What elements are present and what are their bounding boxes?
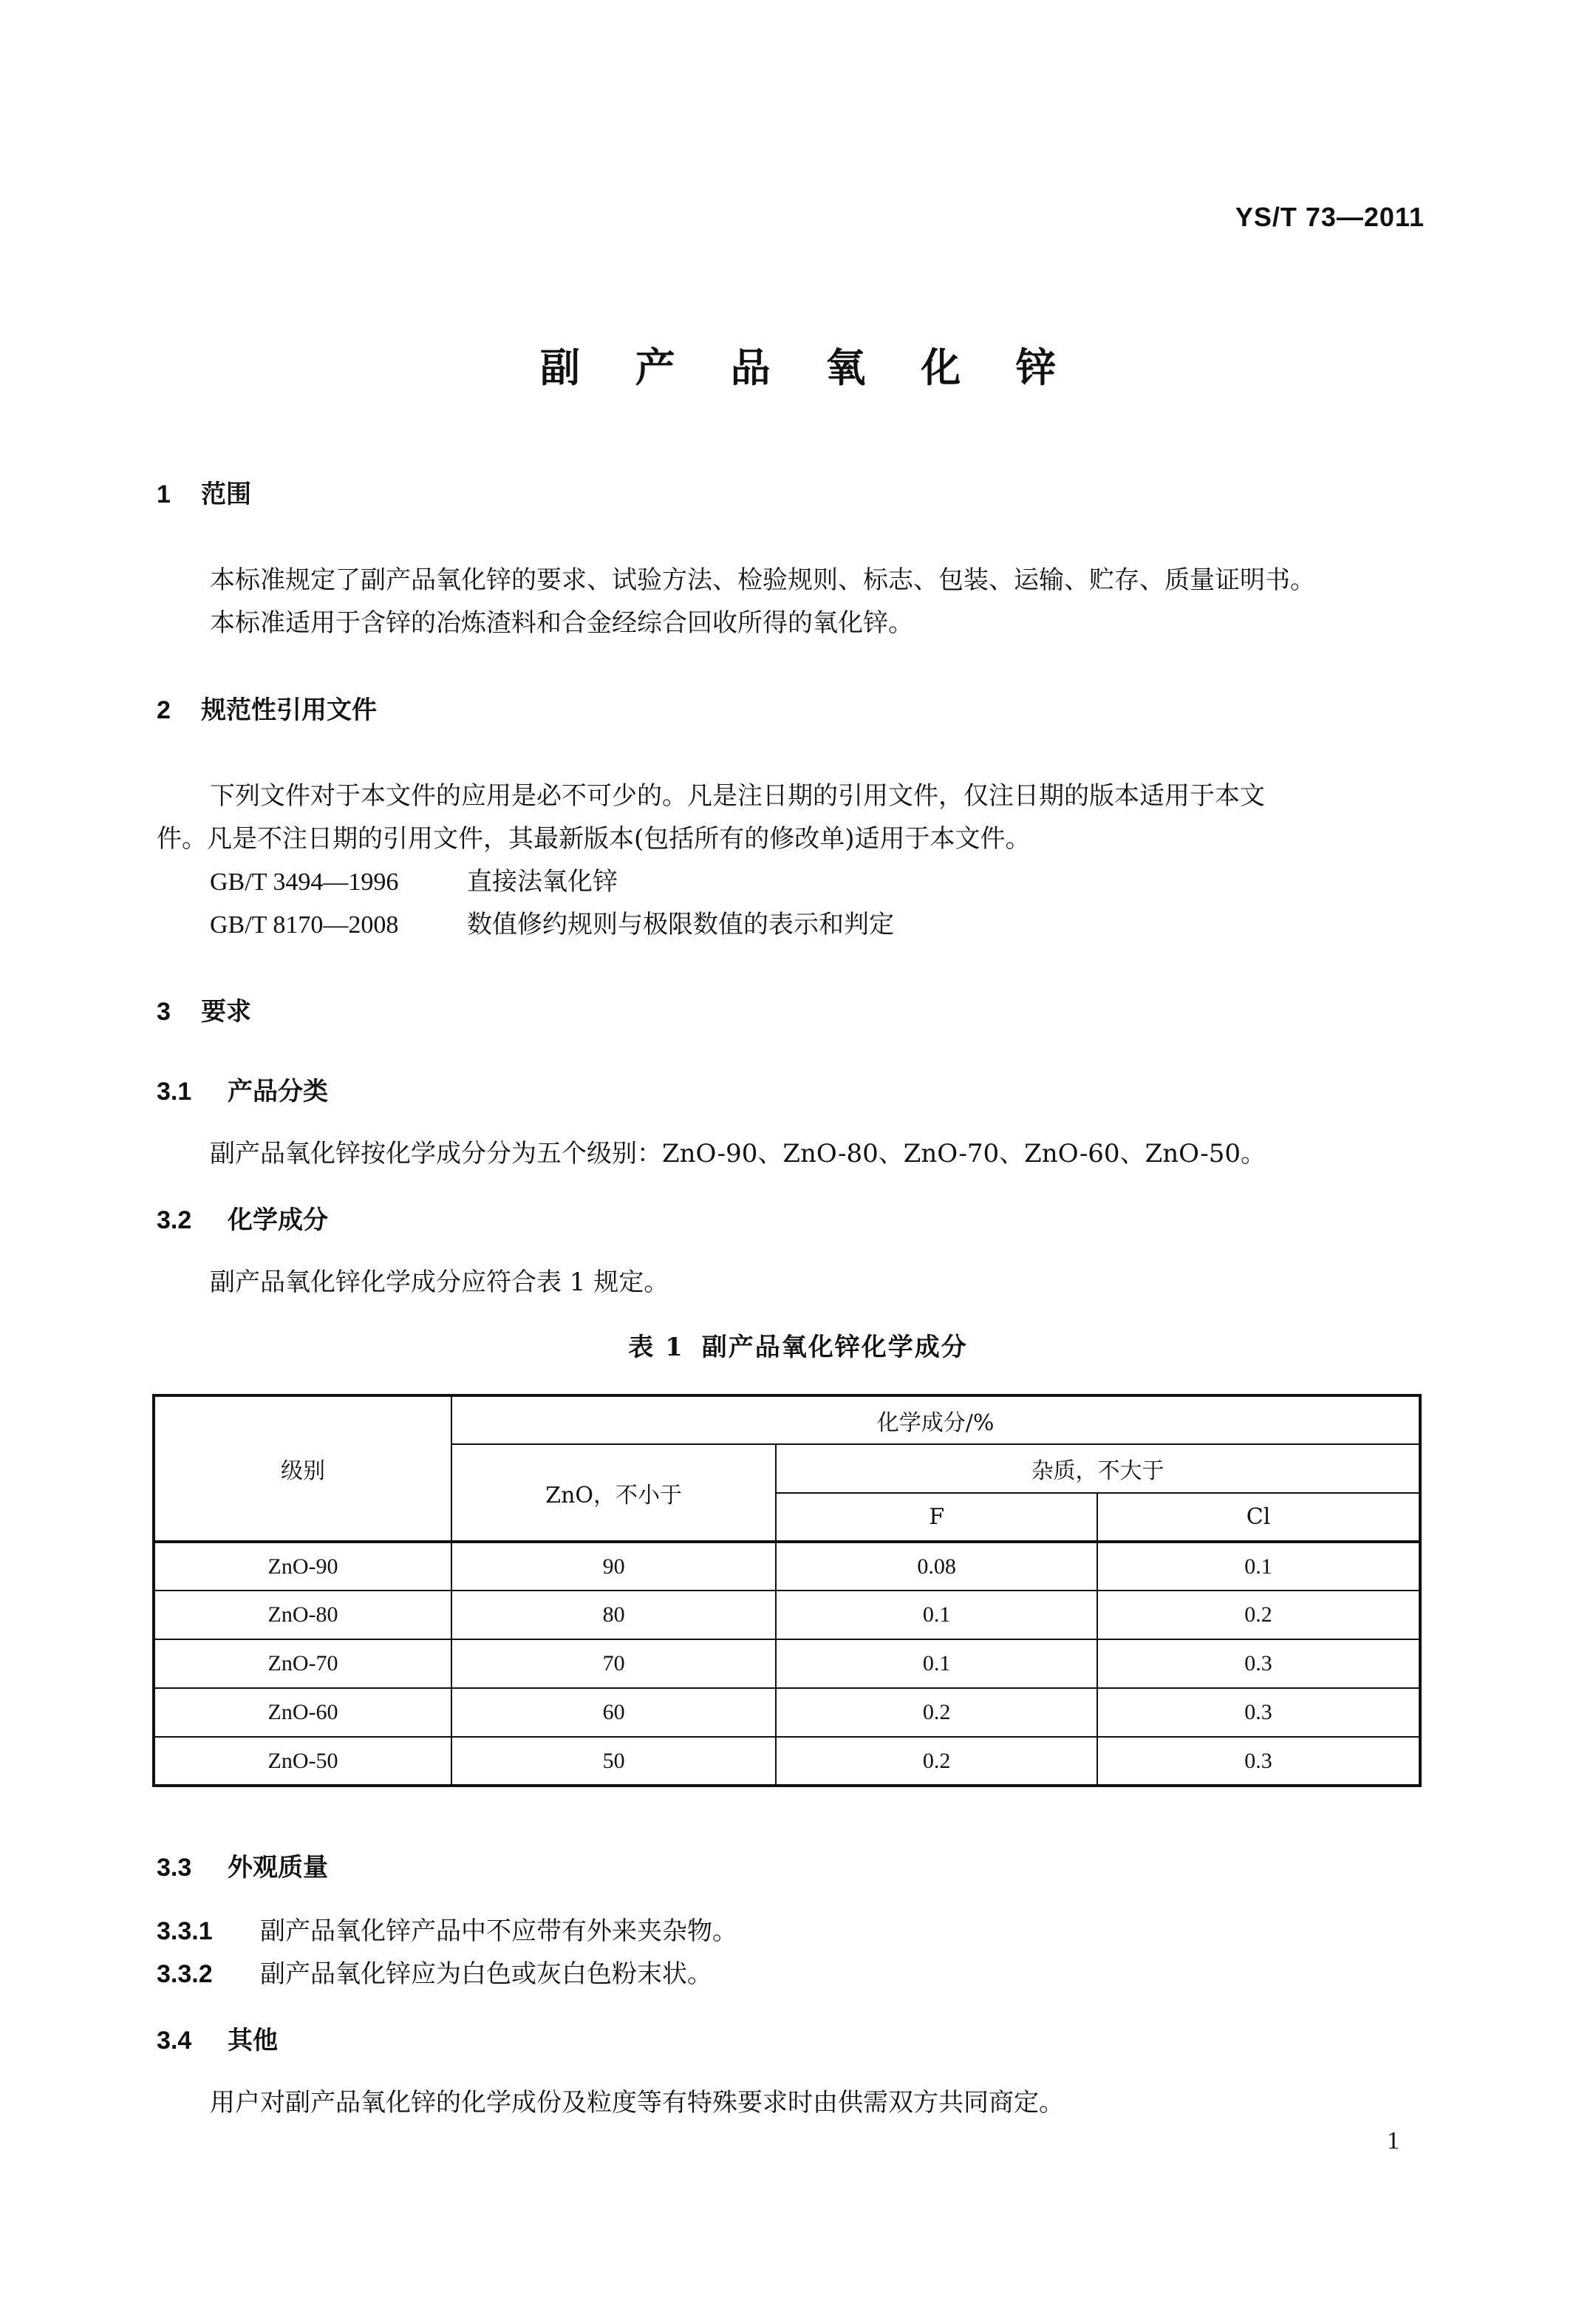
section-number: 2 — [157, 696, 171, 724]
section-1-paragraph-2: 本标准适用于含锌的冶炼渣料和合金经综合回收所得的氧化锌。 — [210, 608, 913, 638]
cell-f: 0.08 — [776, 1542, 1097, 1591]
table-number: 表 1 — [628, 1333, 684, 1362]
cell-f: 0.1 — [776, 1591, 1097, 1639]
document-title: 副 产 品 氧 化 锌 — [540, 344, 1077, 391]
table-row — [154, 1737, 1420, 1786]
table-1-caption — [0, 1335, 1596, 1360]
chemical-composition-table — [152, 1394, 1422, 1787]
section-1-heading — [157, 482, 251, 507]
clause-3-3-1 — [157, 1916, 737, 1946]
subsection-3-2-heading — [157, 1205, 328, 1235]
clause-number: 3.3.1 — [157, 1917, 213, 1945]
cell-cl: 0.1 — [1097, 1542, 1420, 1591]
clause-text: 副产品氧化锌应为白色或灰白色粉末状。 — [260, 1959, 712, 1989]
table-row — [154, 1639, 1420, 1688]
table-header-row — [154, 1395, 1420, 1444]
reference-code: GB/T 3494—1996 — [210, 868, 399, 896]
cell-f: 0.1 — [776, 1639, 1097, 1688]
cell-f: 0.2 — [776, 1688, 1097, 1737]
reference-code: GB/T 8170—2008 — [210, 911, 399, 939]
cell-zno: 90 — [451, 1542, 776, 1591]
cell-cl: 0.2 — [1097, 1591, 1420, 1639]
cell-grade: ZnO-80 — [154, 1591, 451, 1639]
standard-number: YS/T 73—2011 — [1235, 202, 1425, 232]
section-2-paragraph-line-2: 件。凡是不注日期的引用文件，其最新版本(包括所有的修改单)适用于本文件。 — [157, 824, 1031, 854]
normative-reference — [210, 912, 894, 938]
reference-title: 数值修约规则与极限数值的表示和判定 — [467, 910, 894, 939]
normative-reference — [210, 869, 618, 895]
page-number: 1 — [1387, 2127, 1399, 2154]
cell-zno: 80 — [451, 1591, 776, 1639]
cell-cl: 0.3 — [1097, 1688, 1420, 1737]
header-f: F — [776, 1493, 1097, 1542]
clause-3-3-2 — [157, 1959, 712, 1989]
subsection-3-1-heading — [157, 1079, 328, 1104]
subsection-title: 其他 — [228, 2026, 278, 2055]
table-row — [154, 1688, 1420, 1737]
clause-text: 副产品氧化锌产品中不应带有外来夹杂物。 — [260, 1916, 737, 1946]
cell-zno: 70 — [451, 1639, 776, 1688]
cell-grade: ZnO-90 — [154, 1542, 451, 1591]
section-1-paragraph-1: 本标准规定了副产品氧化锌的要求、试验方法、检验规则、标志、包装、运输、贮存、质量证明书。 — [210, 565, 1315, 595]
subsection-3-2-paragraph: 副产品氧化锌化学成分应符合表 1 规定。 — [210, 1268, 669, 1297]
subsection-title: 产品分类 — [228, 1077, 328, 1106]
table-row — [154, 1591, 1420, 1639]
header-grade: 级别 — [154, 1395, 451, 1542]
cell-grade: ZnO-50 — [154, 1737, 451, 1786]
subsection-number: 3.1 — [157, 1078, 192, 1106]
section-title: 规范性引用文件 — [201, 695, 377, 725]
cell-zno: 50 — [451, 1737, 776, 1786]
subsection-title: 外观质量 — [228, 1853, 328, 1882]
cell-cl: 0.3 — [1097, 1639, 1420, 1688]
header-zno-min: ZnO，不小于 — [451, 1444, 776, 1542]
subsection-title: 化学成分 — [228, 1205, 328, 1235]
section-2-heading — [157, 695, 377, 725]
header-cl: Cl — [1097, 1493, 1420, 1542]
reference-title: 直接法氧化锌 — [467, 867, 618, 897]
section-title: 要求 — [201, 997, 251, 1027]
subsection-number: 3.2 — [157, 1206, 192, 1234]
subsection-number: 3.4 — [157, 2027, 192, 2055]
cell-grade: ZnO-70 — [154, 1639, 451, 1688]
cell-zno: 60 — [451, 1688, 776, 1737]
subsection-number: 3.3 — [157, 1854, 192, 1882]
table-title: 副产品氧化锌化学成分 — [701, 1333, 968, 1362]
clause-number: 3.3.2 — [157, 1960, 213, 1988]
section-2-paragraph-line-1: 下列文件对于本文件的应用是必不可少的。凡是注日期的引用文件，仅注日期的版本适用于本文 — [210, 781, 1265, 811]
section-3-heading — [157, 997, 251, 1027]
subsection-3-3-heading — [157, 1855, 328, 1880]
section-title: 范围 — [201, 480, 251, 509]
section-number: 3 — [157, 998, 171, 1026]
cell-cl: 0.3 — [1097, 1737, 1420, 1786]
section-number: 1 — [157, 480, 171, 508]
subsection-3-4-paragraph: 用户对副产品氧化锌的化学成份及粒度等有特殊要求时由供需双方共同商定。 — [210, 2088, 1064, 2117]
header-impurity-max: 杂质，不大于 — [776, 1444, 1420, 1493]
cell-f: 0.2 — [776, 1737, 1097, 1786]
header-chemical-composition: 化学成分/% — [451, 1395, 1420, 1444]
cell-grade: ZnO-60 — [154, 1688, 451, 1737]
table-row — [154, 1542, 1420, 1591]
subsection-3-4-heading — [157, 2028, 278, 2053]
subsection-3-1-paragraph: 副产品氧化锌按化学成分分为五个级别：ZnO-90、ZnO-80、ZnO-70、ZnO-60、ZnO-50。 — [210, 1139, 1266, 1168]
